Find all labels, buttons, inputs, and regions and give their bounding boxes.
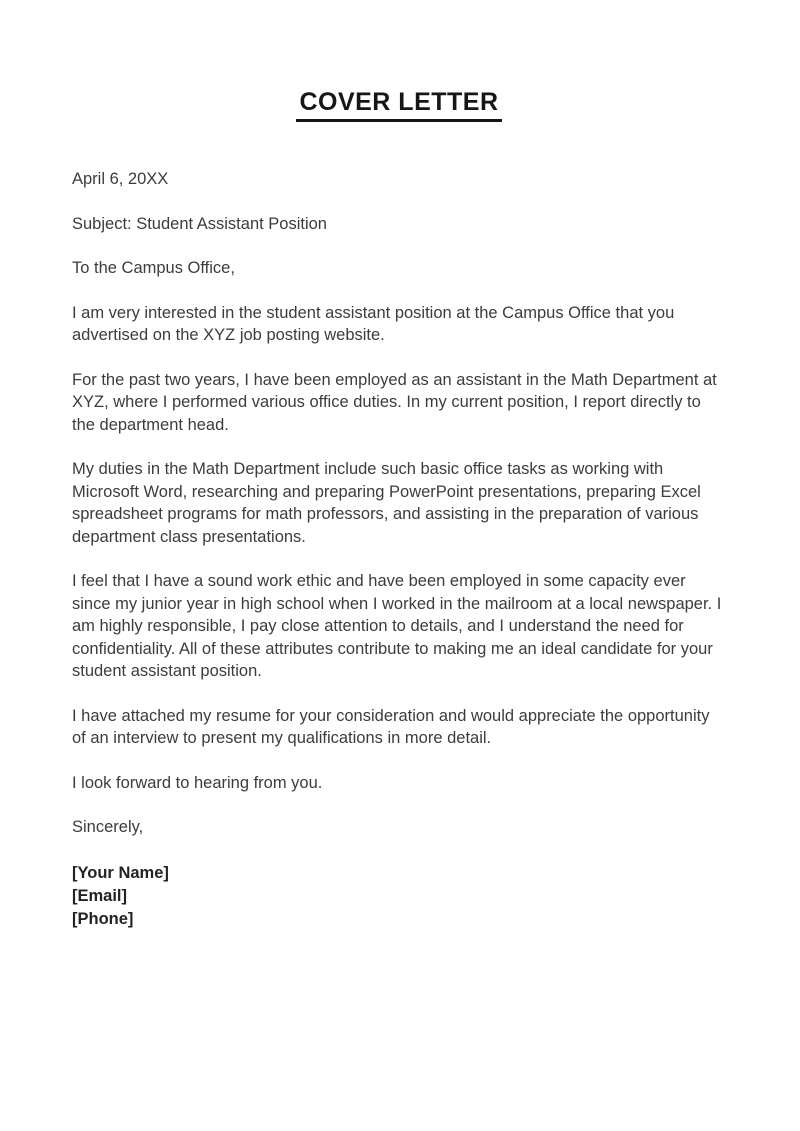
salutation-line: To the Campus Office, (72, 259, 235, 277)
signature-block (72, 862, 726, 931)
page-title-text: COVER LETTER (296, 88, 501, 122)
page-title (72, 88, 726, 122)
body-paragraph-3: My duties in the Math Department include such basic office tasks as working with Microsoft Word, researching and preparing PowerPoint presentations, preparing Excel spreadsheet programs for math professors, and assisting in the preparation of various department class presentations. (72, 460, 701, 546)
signature-name-placeholder: [Your Name] (72, 863, 169, 882)
body-paragraph-6: I look forward to hearing from you. (72, 773, 323, 792)
date-line: April 6, 20XX (72, 170, 169, 188)
body-paragraph-5: I have attached my resume for your consideration and would appreciate the opportunity of an interview to present my qualifications in more detail. (72, 706, 710, 747)
signature-email-placeholder: [Email] (72, 886, 128, 905)
subject-line: Subject: Student Assistant Position (72, 214, 327, 233)
closing-line: Sincerely, (72, 818, 144, 836)
body-paragraph-4: I feel that I have a sound work ethic and have been employed in some capacity ever since my junior year in high school when I worked in the mailroom at a local newspaper. I am highly responsible, I pay close attention to details, and I understand the need for confidentiality. All of these attributes contribute to making me an ideal candidate for your student assistant position. (72, 572, 722, 680)
body-paragraph-1: I am very interested in the student assistant position at the Campus Office that you advertised on the XYZ job posting website. (72, 303, 675, 344)
signature-phone-placeholder: [Phone] (72, 909, 134, 928)
body-paragraph-2: For the past two years, I have been employed as an assistant in the Math Department at XYZ, where I performed various office duties. In my current position, I report directly to the department head. (72, 370, 717, 434)
